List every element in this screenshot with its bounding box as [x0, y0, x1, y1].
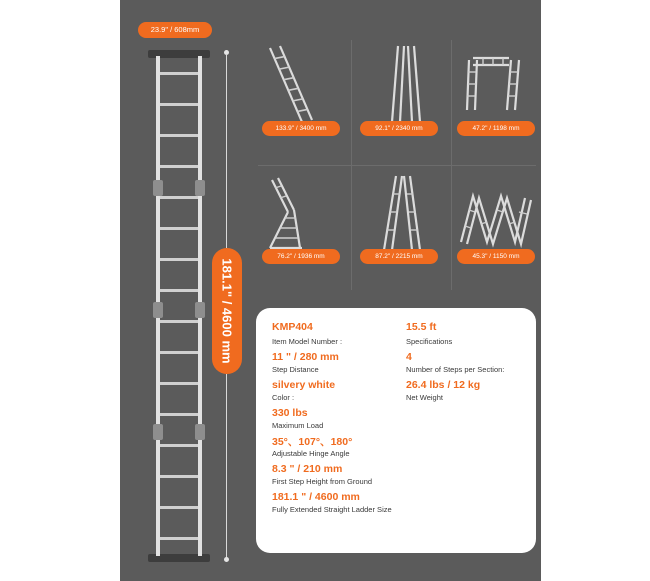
ladder-rung: [160, 72, 198, 75]
spec-label: Net Weight: [406, 393, 443, 402]
spec-label: Color :: [272, 393, 295, 402]
ladder-rung: [160, 258, 198, 261]
config-label: 92.1" / 2340 mm: [360, 121, 438, 136]
height-dimension-pill: [212, 248, 242, 374]
height-dimension-label: 181.1" / 4600 mm: [219, 258, 235, 364]
ladder-hinge: [153, 180, 163, 196]
ladder-rung: [160, 165, 198, 168]
spec-value: 26.4 lbs / 12 kg: [406, 379, 481, 391]
product-panel: [120, 0, 541, 581]
ladder-rung: [160, 444, 198, 447]
dimension-bottom-dot: [224, 557, 229, 562]
ladder-rung: [293, 99, 303, 101]
config-label: 76.2" / 1936 mm: [262, 249, 340, 264]
spec-label: Fully Extended Straight Ladder Size: [272, 505, 392, 514]
config-tall-a-frame: [356, 40, 442, 150]
config-label: 45.3" / 1150 mm: [457, 249, 535, 264]
spec-value: 330 lbs: [272, 407, 308, 419]
spec-value: 35°、107°、180°: [272, 436, 353, 448]
config-scaffold: [453, 40, 539, 150]
ladder-hinge: [195, 424, 205, 440]
ladder-hinge: [195, 180, 205, 196]
spec-value: 181.1 " / 4600 mm: [272, 491, 360, 503]
ladder-rung: [160, 289, 198, 292]
ladder-hinge: [195, 302, 205, 318]
config-leaning: [258, 40, 344, 150]
ladder-rung: [160, 382, 198, 385]
config-a-frame: [356, 168, 442, 278]
ladder-hinge: [153, 302, 163, 318]
grid-divider: [258, 165, 536, 166]
ladder-rung: [288, 88, 298, 90]
spec-value: 8.3 " / 210 mm: [272, 463, 343, 475]
config-stair: [258, 168, 344, 278]
ladder-rung: [284, 78, 294, 80]
ladder-rung: [297, 109, 307, 111]
width-dimension-label: 23.9" / 608mm: [150, 25, 200, 34]
ladder-rung: [160, 227, 198, 230]
spec-label: Number of Steps per Section:: [406, 365, 505, 374]
spec-label: Item Model Number :: [272, 337, 343, 346]
spec-label: Step Distance: [272, 365, 319, 374]
ladder-rung: [275, 57, 285, 59]
spec-value: 4: [406, 351, 412, 363]
ladder-rung: [160, 320, 198, 323]
config-label: 47.2" / 1198 mm: [457, 121, 535, 136]
spec-card: [256, 308, 536, 553]
ladder-hinge: [153, 424, 163, 440]
spec-label: Specifications: [406, 337, 453, 346]
config-folded: [453, 168, 539, 278]
config-label: 87.2" / 2215 mm: [360, 249, 438, 264]
ladder-rung: [160, 351, 198, 354]
ladder-rung: [160, 506, 198, 509]
ladder-rung: [160, 134, 198, 137]
dimension-line-bottom: [226, 374, 227, 558]
spec-value: KMP404: [272, 321, 313, 333]
ladder-rung: [160, 196, 198, 199]
ladder-rung: [160, 103, 198, 106]
dimension-line-top: [226, 54, 227, 248]
ladder-rung: [160, 537, 198, 540]
config-label: 133.9" / 3400 mm: [262, 121, 340, 136]
ladder-rung: [160, 475, 198, 478]
spec-value: 11 " / 280 mm: [272, 351, 339, 363]
spec-label: Maximum Load: [272, 421, 324, 430]
spec-value: 15.5 ft: [406, 321, 437, 333]
ladder-rung: [160, 413, 198, 416]
spec-label: First Step Height from Ground: [272, 477, 373, 486]
ladder-rung: [279, 67, 289, 69]
spec-value: silvery white: [272, 379, 336, 391]
spec-label: Adjustable Hinge Angle: [272, 449, 350, 458]
